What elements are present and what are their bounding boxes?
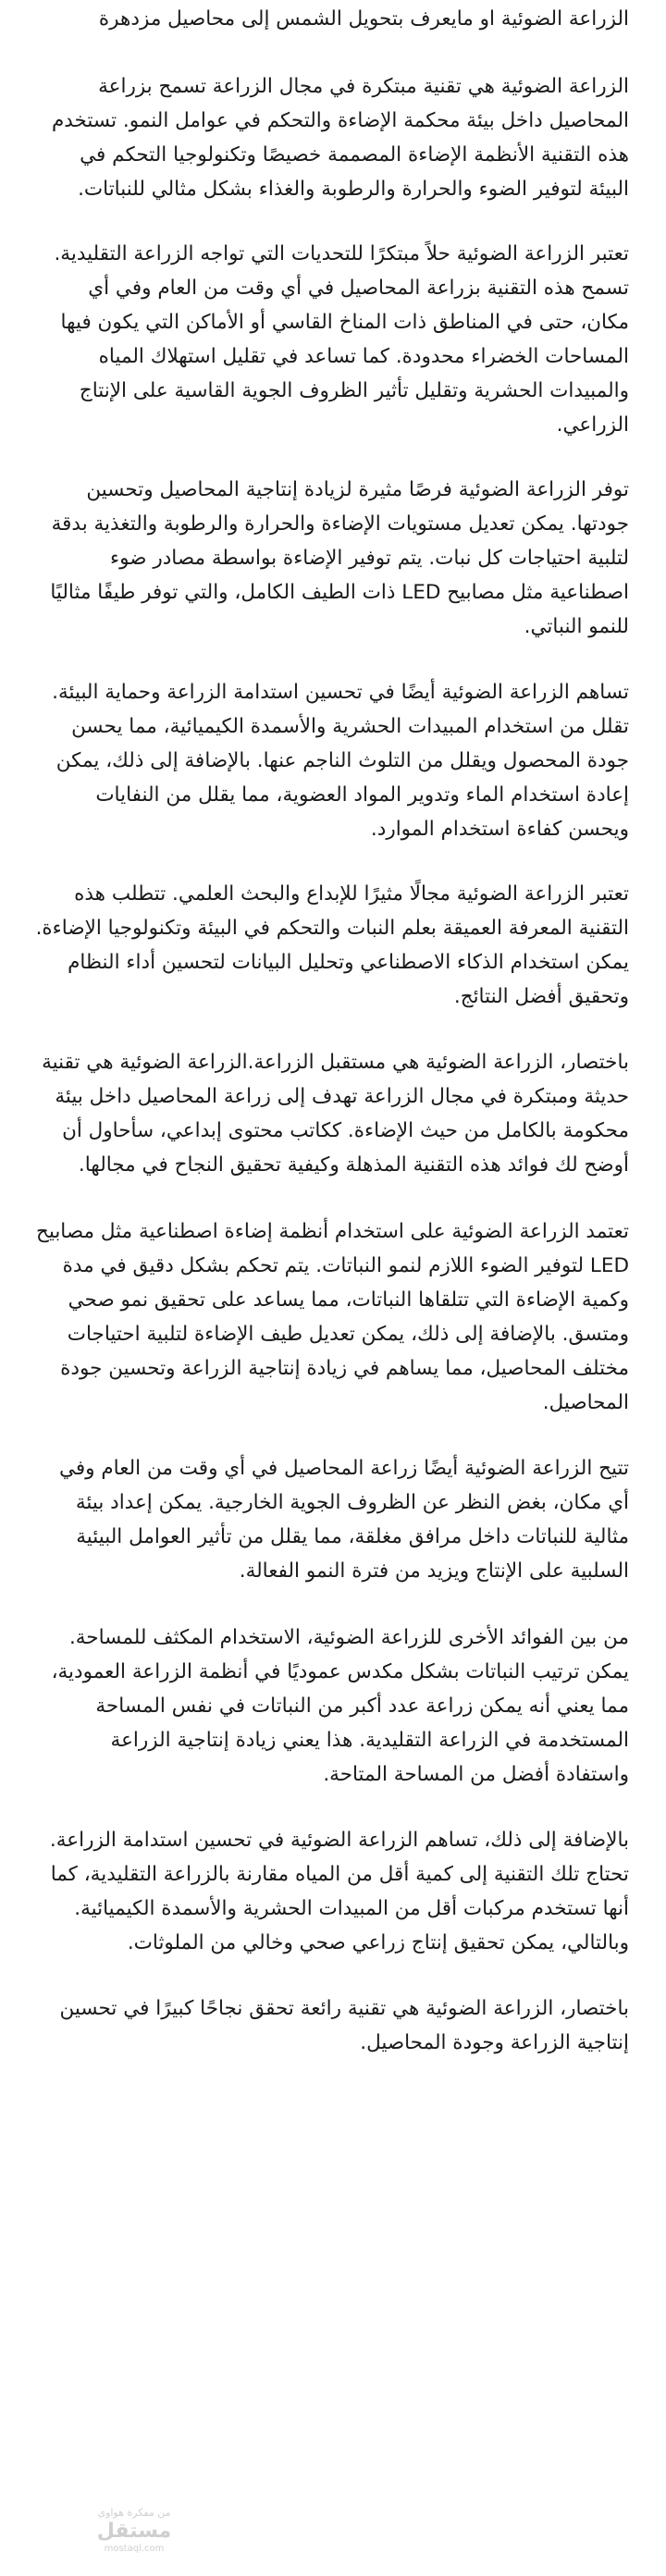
paragraph-11: باختصار، الزراعة الضوئية هي تقنية رائعة تحقق نجاحًا كبيرًا في تحسين إنتاجية الزراعة وجودة المحاصيل. [59,1997,629,2054]
paragraph-9: من بين الفوائد الأخرى للزراعة الضوئية، الاستخدام المكثف للمساحة. يمكن ترتيب النباتات بشكل مكدس عموديًا في أنظمة الزراعة العمودية، مما يعني أنه يمكن زراعة عدد أكبر من النباتات في نفس المساحة المستخدمة في الزراعة التقليدية. هذا يعني زيادة إنتاجية الزراعة واستفادة أفضل من المساحة المتاحة. [51,1626,629,1786]
paragraph-10: بالإضافة إلى ذلك، تساهم الزراعة الضوئية في تحسين استدامة الزراعة. تحتاج تلك التقنية إلى كمية أقل من المياه مقارنة بالزراعة التقليدية، كما أنها تستخدم مركبات أقل من المبيدات الحشرية والأسمدة الكيميائية. وبالتالي، يمكن تحقيق إنتاج زراعي صحي وخالي من الملوثات. [49,1829,629,1954]
paragraph-3: توفر الزراعة الضوئية فرصًا مثيرة لزيادة إنتاجية المحاصيل وتحسين جودتها. يمكن تعديل مستويات الإضاءة والحرارة والرطوبة والتغذية بدقة لتلبية احتياجات كل نبات. يتم توفير الإضاءة بواسطة مصادر ضوء اصطناعية مثل مصابيح LED ذات الطيف الكامل، والتي توفر طيفًا مثاليًا للنمو النباتي. [50,478,629,638]
article-title: الزراعة الضوئية او مايعرف بتحويل الشمس إلى محاصيل مزدهرة [98,7,629,31]
watermark-url: mostaql.com [104,2544,165,2554]
paragraph-6: باختصار، الزراعة الضوئية هي مستقبل الزراعة.الزراعة الضوئية هي تقنية حديثة ومبتكرة في مجال الزراعة تهدف إلى زراعة المحاصيل داخل بيئة محكومة بالكامل من حيث الإضاءة. ككاتب محتوى إبداعي، سأحاول أن أوضح لك فوائد هذه التقنية المذهلة وكيفية تحقيق النجاح في مجالها. [42,1051,629,1177]
watermark-caption: من مفكرة هواوي [97,2507,171,2519]
watermark [92,2507,176,2555]
paragraph-2: تعتبر الزراعة الضوئية حلاً مبتكرًا للتحديات التي تواجه الزراعة التقليدية. تسمح هذه التقنية بزراعة المحاصيل في أي وقت من العام وفي أي مكان، حتى في المناطق ذات المناخ القاسي أو الأماكن التي يكون فيها المساحات الخضراء محدودة. كما تساعد في تقليل استهلاك المياه والمبيدات الحشرية وتقليل تأثير الظروف الجوية القاسية على الإنتاج الزراعي. [54,242,629,437]
paragraph-1: الزراعة الضوئية هي تقنية مبتكرة في مجال الزراعة تسمح بزراعة المحاصيل داخل بيئة محكمة الإضاءة والتحكم في عوامل النمو. تستخدم هذه التقنية الأنظمة الإضاءة المصممة خصيصًا وتكنولوجيا التحكم في البيئة لتوفير الضوء والحرارة والرطوبة والغذاء بشكل مثالي للنباتات. [51,75,629,201]
paragraph-7: تعتمد الزراعة الضوئية على استخدام أنظمة إضاءة اصطناعية مثل مصابيح LED لتوفير الضوء اللازم لنمو النباتات. يتم تحكم بشكل دقيق في مدة وكمية الإضاءة التي تتلقاها النباتات، مما يساعد على تحقيق نمو صحي ومتسق. بالإضافة إلى ذلك، يمكن تعديل طيف الإضاءة لتلبية احتياجات مختلف المحاصيل، مما يساهم في زيادة إنتاجية الزراعة وتحسين جودة المحاصيل. [35,1220,629,1414]
watermark-logo: مستقل [96,2520,172,2543]
paragraph-5: تعتبر الزراعة الضوئية مجالًا مثيرًا للإبداع والبحث العلمي. تتطلب هذه التقنية المعرفة العميقة بعلم النبات والتحكم في البيئة وتكنولوجيا الإضاءة. يمكن استخدام الذكاء الاصطناعي وتحليل البيانات لتحسين أداء النظام وتحقيق أفضل النتائج. [35,882,629,1008]
paragraph-4: تساهم الزراعة الضوئية أيضًا في تحسين استدامة الزراعة وحماية البيئة. تقلل من استخدام المبيدات الحشرية والأسمدة الكيميائية، مما يحسن جودة المحصول ويقلل من التلوث الناجم عنها. بالإضافة إلى ذلك، يمكن إعادة استخدام الماء وتدوير المواد العضوية، مما يقلل من النفايات ويحسن كفاءة استخدام الموارد. [52,681,629,841]
paragraph-8: تتيح الزراعة الضوئية أيضًا زراعة المحاصيل في أي وقت من العام وفي أي مكان، بغض النظر عن الظروف الجوية الخارجية. يمكن إعداد بيئة مثالية للنباتات داخل مرافق مغلقة، مما يقلل من تأثير العوامل البيئية السلبية على الإنتاج ويزيد من فترة النمو الفعالة. [58,1457,629,1583]
